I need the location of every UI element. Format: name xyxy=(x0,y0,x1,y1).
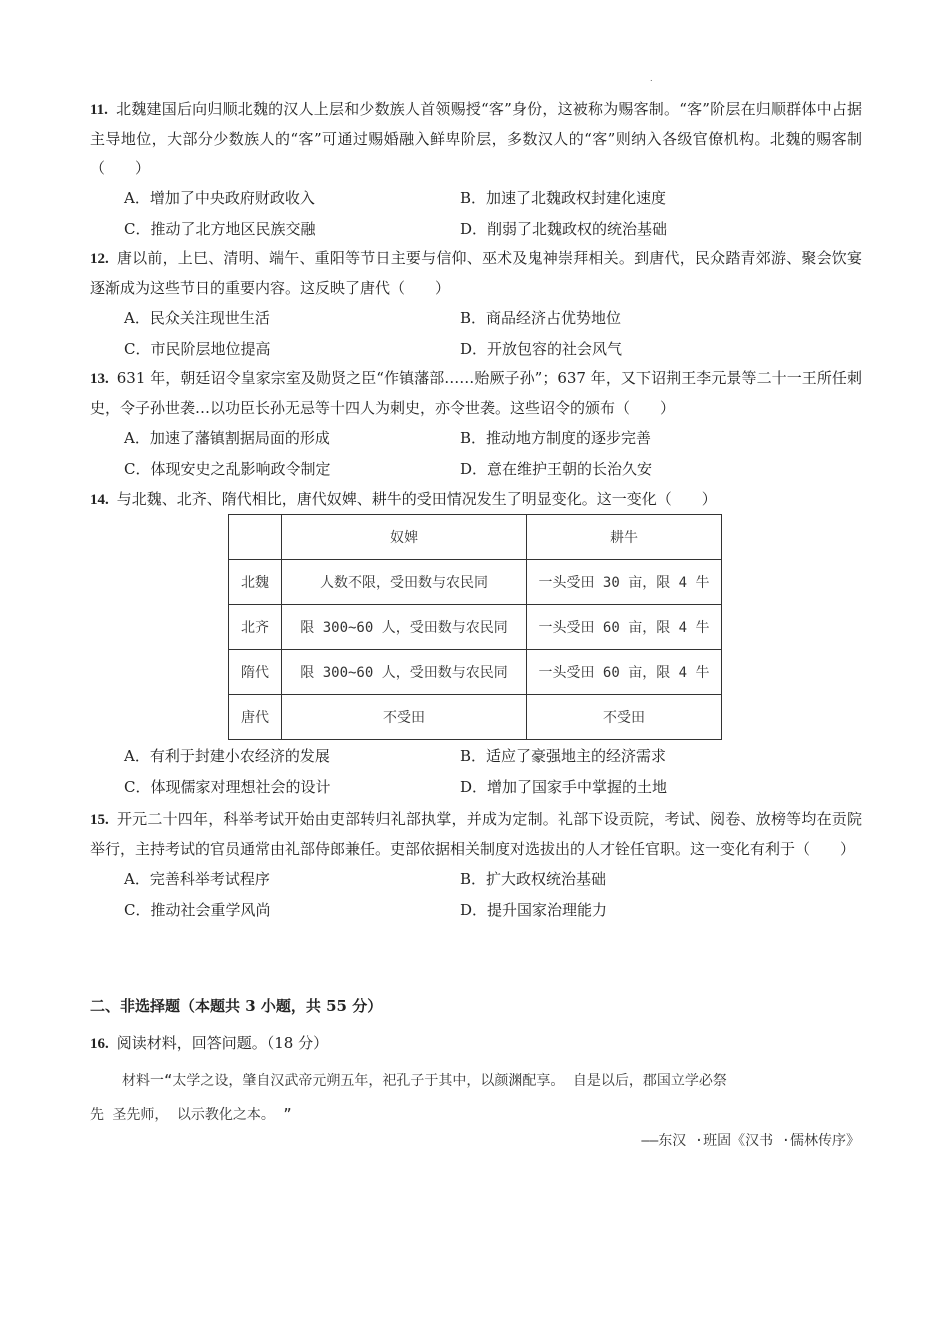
option-b[interactable]: B．加速了北魏政权封建化速度 xyxy=(460,189,667,207)
option-d[interactable]: D．削弱了北魏政权的统治基础 xyxy=(460,220,668,238)
material-line: 先 圣先师， 以示教化之本。 ” xyxy=(90,1107,292,1123)
material-source: ——东汉 ·班固《汉书 ·儒林传序》 xyxy=(641,1133,860,1149)
question-16 xyxy=(90,1029,862,1059)
table-cell: 一头受田 60 亩，限 4 牛 xyxy=(527,605,722,650)
option-c[interactable]: C．推动了北方地区民族交融 xyxy=(124,220,316,238)
question-number: 13. xyxy=(90,371,109,387)
page-mark: . xyxy=(650,74,653,83)
question-stem: 北魏建国后向归顺北魏的汉人上层和少数族人首领赐授“客”身份，这被称为赐客制。“客”阶层在归顺群体中占据主导地位，大部分少数族人的“客”可通过赐婚融入鲜卑阶层，多数汉人的“客”则纳入各级官僚机构。北魏的赐客制（ ） xyxy=(90,100,862,177)
option-a[interactable]: A．增加了中央政府财政收入 xyxy=(124,189,315,207)
options xyxy=(90,864,862,926)
option-b[interactable]: B．推动地方制度的逐步完善 xyxy=(460,429,652,447)
option-d[interactable]: D．意在维护王朝的长治久安 xyxy=(460,460,653,478)
table-cell: 不受田 xyxy=(282,695,527,740)
option-c[interactable]: C．体现安史之乱影响政令制定 xyxy=(124,460,331,478)
table-header-cell: 耕牛 xyxy=(527,515,722,560)
table-header-row xyxy=(229,515,722,560)
material-line: 材料一“太学之设，肇自汉武帝元朔五年，祀孔子于其中，以颜渊配享。 自是以后，郡国立学必祭 xyxy=(122,1073,727,1089)
option-b[interactable]: B．扩大政权统治基础 xyxy=(460,870,607,888)
table-cell: 不受田 xyxy=(527,695,722,740)
question-stem: 阅读材料，回答问题。（18 分） xyxy=(116,1034,329,1052)
table-row xyxy=(229,695,722,740)
option-a[interactable]: A．加速了藩镇割据局面的形成 xyxy=(124,429,330,447)
options xyxy=(90,741,862,803)
table-cell: 限 300~60 人，受田数与农民同 xyxy=(282,650,527,695)
table-cell: 限 300~60 人，受田数与农民同 xyxy=(282,605,527,650)
question-14-options xyxy=(90,741,862,803)
option-d[interactable]: D．增加了国家手中掌握的土地 xyxy=(460,778,668,796)
question-number: 11. xyxy=(90,102,108,118)
question-stem: 与北魏、北齐、隋代相比，唐代奴婢、耕牛的受田情况发生了明显变化。这一变化（ ） xyxy=(116,490,717,508)
table-header-cell xyxy=(229,515,282,560)
options xyxy=(90,303,862,365)
section-title: 二、非选择题（本题共 3 小题，共 55 分） xyxy=(90,997,383,1015)
material-one xyxy=(90,1064,862,1132)
option-a[interactable]: A．完善科举考试程序 xyxy=(124,870,270,888)
table-cell: 隋代 xyxy=(229,650,282,695)
option-d[interactable]: D．提升国家治理能力 xyxy=(460,901,608,919)
question-stem: 唐以前，上巳、清明、端午、重阳等节日主要与信仰、巫术及鬼神崇拜相关。到唐代，民众踏青郊游、聚会饮宴逐渐成为这些节日的重要内容。这反映了唐代（ ） xyxy=(90,249,862,297)
question-number: 16. xyxy=(90,1036,109,1052)
question-stem: 631 年，朝廷诏令皇家宗室及勋贤之臣“作镇藩部……贻厥子孙”；637 年，又下诏荆王李元景等二十一王所任刺史，令子孙世袭…以功臣长孙无忌等十四人为刺史，亦令世袭。这些诏令的颁布（ ） xyxy=(90,369,862,417)
question-11 xyxy=(90,95,862,245)
question-number: 14. xyxy=(90,492,109,508)
table-cell: 人数不限，受田数与农民同 xyxy=(282,560,527,605)
land-allocation-table xyxy=(228,514,722,740)
question-number: 15. xyxy=(90,812,109,828)
options xyxy=(90,183,862,245)
question-13 xyxy=(90,364,862,485)
question-stem: 开元二十四年，科举考试开始由吏部转归礼部执掌，并成为定制。礼部下设贡院，考试、阅卷、放榜等均在贡院举行，主持考试的官员通常由礼部侍郎兼任。吏部依据相关制度对选拔出的人才铨任官职。这一变化有利于（ ） xyxy=(90,810,862,858)
question-number: 12. xyxy=(90,251,109,267)
table-cell: 北齐 xyxy=(229,605,282,650)
table-row xyxy=(229,650,722,695)
option-a[interactable]: A．民众关注现世生活 xyxy=(124,309,270,327)
table-row xyxy=(229,605,722,650)
table-cell: 一头受田 30 亩，限 4 牛 xyxy=(527,560,722,605)
option-b[interactable]: B．商品经济占优势地位 xyxy=(460,309,622,327)
table-cell: 唐代 xyxy=(229,695,282,740)
question-15 xyxy=(90,805,862,926)
table-cell: 北魏 xyxy=(229,560,282,605)
option-c[interactable]: C．体现儒家对理想社会的设计 xyxy=(124,778,331,796)
question-12 xyxy=(90,244,862,365)
option-a[interactable]: A．有利于封建小农经济的发展 xyxy=(124,747,330,765)
option-b[interactable]: B．适应了豪强地主的经济需求 xyxy=(460,747,667,765)
question-14 xyxy=(90,485,862,515)
option-d[interactable]: D．开放包容的社会风气 xyxy=(460,340,623,358)
table-header-cell: 奴婢 xyxy=(282,515,527,560)
option-c[interactable]: C．推动社会重学风尚 xyxy=(124,901,271,919)
option-c[interactable]: C．市民阶层地位提高 xyxy=(124,340,271,358)
table-cell: 一头受田 60 亩，限 4 牛 xyxy=(527,650,722,695)
table-row xyxy=(229,560,722,605)
options xyxy=(90,423,862,485)
